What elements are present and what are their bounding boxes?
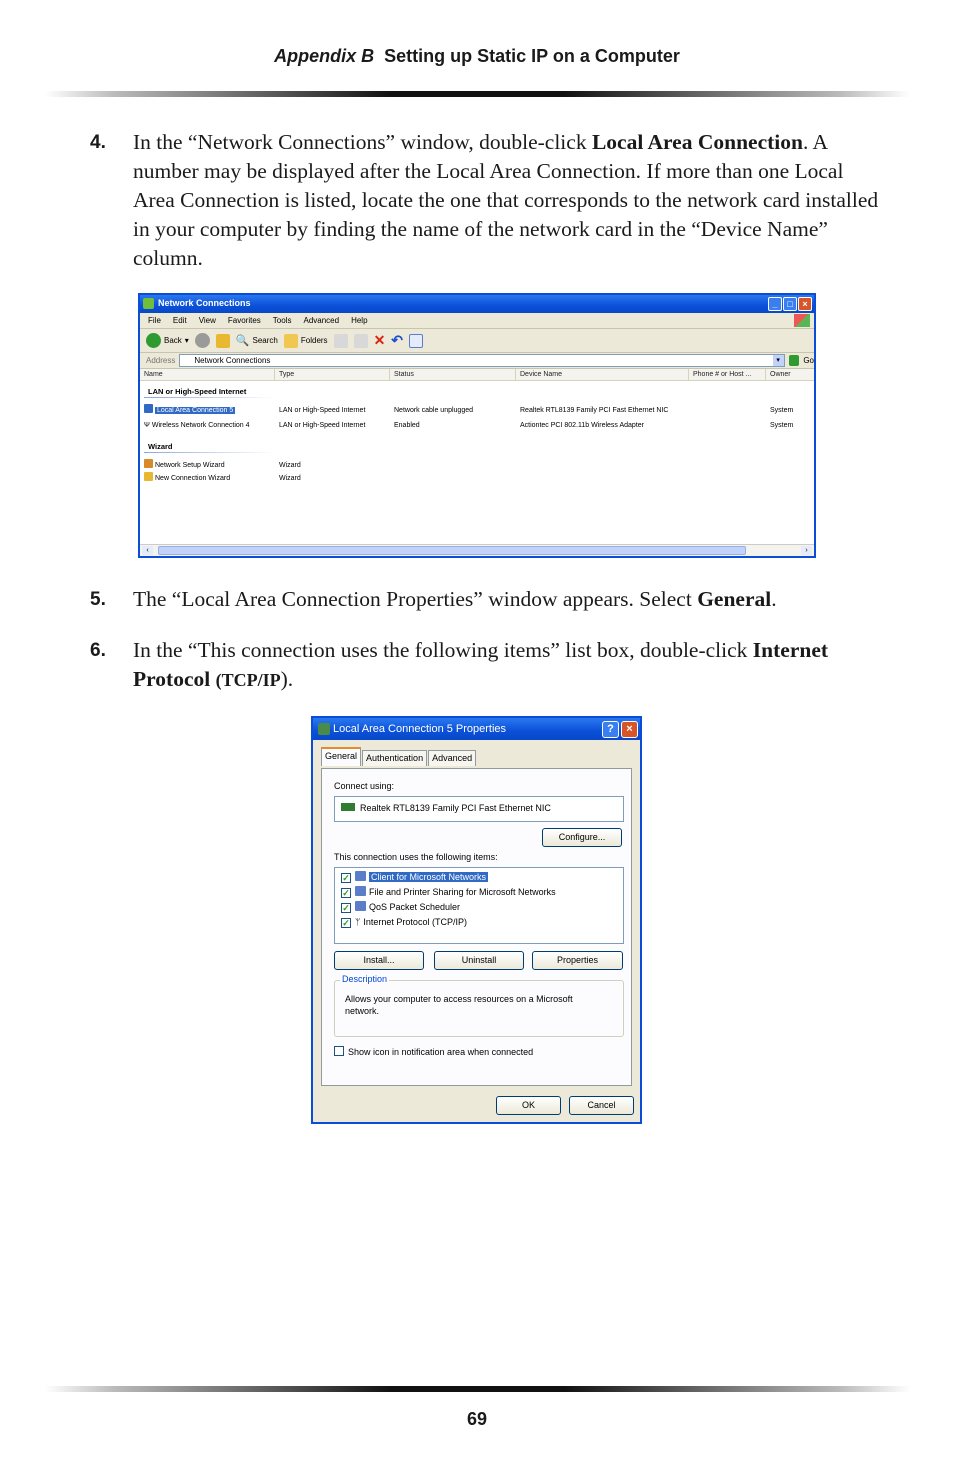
menu-help[interactable]: Help xyxy=(351,316,368,325)
folder-up-button[interactable] xyxy=(216,334,230,348)
show-icon-checkbox[interactable] xyxy=(334,1046,344,1056)
new-connection-icon xyxy=(144,472,153,481)
back-button[interactable]: Back ▾ xyxy=(146,333,189,348)
back-label: Back xyxy=(164,336,182,345)
column-name[interactable]: Name xyxy=(140,369,275,380)
window-titlebar xyxy=(140,295,814,313)
close-button[interactable]: × xyxy=(798,297,812,311)
group-label-lan: LAN or High-Speed Internet xyxy=(148,387,247,396)
menu-view[interactable]: View xyxy=(198,316,216,325)
step-text-pre: In the “Network Connections” window, double-click xyxy=(133,130,592,154)
qos-scheduler-icon xyxy=(355,901,366,911)
folders-icon xyxy=(284,334,298,348)
minimize-button[interactable]: _ xyxy=(768,297,782,311)
address-bar xyxy=(140,353,814,369)
step-text-post: . xyxy=(771,587,777,611)
page-header xyxy=(0,46,954,67)
window-controls xyxy=(768,297,812,311)
properties-button[interactable]: Properties xyxy=(532,951,623,970)
row-owner: System xyxy=(770,407,794,414)
back-arrow-icon xyxy=(146,333,161,348)
step-6 xyxy=(90,636,880,695)
step-4 xyxy=(90,128,880,273)
file-sharing-icon xyxy=(355,886,366,896)
scroll-thumb[interactable] xyxy=(158,546,746,555)
item-label: Client for Microsoft Networks xyxy=(371,872,487,882)
step-5 xyxy=(90,585,880,614)
connection-icon xyxy=(318,723,330,735)
undo-icon[interactable]: ↶ xyxy=(391,332,404,348)
wireless-antenna-icon: Ψ xyxy=(144,422,150,429)
list-item[interactable] xyxy=(341,885,556,899)
step-text xyxy=(133,636,880,695)
address-input[interactable] xyxy=(179,354,784,367)
adapter-field xyxy=(334,796,624,822)
lan-connection-icon xyxy=(144,404,153,413)
step-text-bold: Local Area Connection xyxy=(591,130,803,154)
step-text-pre: The “Local Area Connection Properties” window appears. Select xyxy=(133,587,698,611)
row-name xyxy=(140,472,275,485)
toolbar xyxy=(140,329,814,353)
go-arrow-icon[interactable] xyxy=(789,355,800,366)
footer-rule xyxy=(45,1386,910,1392)
setup-wizard-icon xyxy=(144,459,153,468)
horizontal-scrollbar[interactable] xyxy=(140,544,814,556)
menu-favorites[interactable]: Favorites xyxy=(227,316,261,325)
views-icon[interactable] xyxy=(409,334,423,348)
column-headers xyxy=(140,369,814,381)
scroll-left-icon[interactable]: ‹ xyxy=(142,546,153,555)
network-connections-window xyxy=(138,293,816,558)
header-title: Setting up Static IP on a Computer xyxy=(384,46,680,66)
group-label-wizard: Wizard xyxy=(148,442,173,451)
show-icon-option[interactable] xyxy=(334,1046,533,1057)
description-group xyxy=(334,974,624,1037)
row-device: Realtek RTL8139 Family PCI Fast Ethernet NIC xyxy=(520,407,669,414)
item-label: QoS Packet Scheduler xyxy=(369,902,461,912)
row-type: Wizard xyxy=(279,462,301,469)
search-label: Search xyxy=(252,336,278,345)
connect-using-label: Connect using: xyxy=(334,781,395,791)
wizard-row[interactable] xyxy=(140,472,814,485)
uninstall-button[interactable]: Uninstall xyxy=(434,951,524,970)
list-item[interactable] xyxy=(341,870,488,884)
items-listbox[interactable] xyxy=(334,867,624,944)
column-device-name[interactable]: Device Name xyxy=(516,369,689,380)
group-divider xyxy=(144,452,274,453)
item-label: File and Printer Sharing for Microsoft Networks xyxy=(369,887,556,897)
row-type: LAN or High-Speed Internet xyxy=(279,407,366,414)
close-button[interactable]: × xyxy=(621,721,638,738)
menu-file[interactable]: File xyxy=(148,316,161,325)
adapter-name: Realtek RTL8139 Family PCI Fast Ethernet NIC xyxy=(360,803,551,813)
row-name-text: New Connection Wizard xyxy=(155,475,231,482)
row-name xyxy=(140,459,275,472)
page-number: 69 xyxy=(466,1409,488,1429)
tab-bar xyxy=(321,750,477,766)
dialog-title: Local Area Connection 5 Properties xyxy=(333,723,507,735)
menu-edit[interactable]: Edit xyxy=(172,316,187,325)
dialog-controls xyxy=(602,721,638,738)
description-text: Allows your computer to access resources on a Microsoft network. xyxy=(345,994,573,1016)
general-panel xyxy=(321,768,632,1086)
row-name xyxy=(140,419,275,432)
network-card-icon xyxy=(341,803,355,811)
appendix-label: Appendix B xyxy=(274,46,375,66)
tab-general[interactable]: General xyxy=(321,747,361,766)
windows-logo-icon xyxy=(794,314,810,327)
row-owner: System xyxy=(770,422,794,429)
chevron-down-icon[interactable]: ▾ xyxy=(773,355,784,366)
copy-to-icon[interactable] xyxy=(354,334,368,348)
row-name-text: Local Area Connection 5 xyxy=(157,407,234,414)
network-icon xyxy=(143,298,154,309)
checkbox[interactable]: ✓ xyxy=(342,873,350,883)
forward-button[interactable] xyxy=(195,333,210,348)
column-owner[interactable]: Owner xyxy=(770,371,791,378)
cancel-button[interactable]: Cancel xyxy=(569,1096,634,1115)
step-text xyxy=(133,128,880,273)
items-label: This connection uses the following items: xyxy=(334,852,498,862)
show-icon-label: Show icon in notification area when connected xyxy=(348,1047,534,1057)
step-text-bold: Internet Protocol xyxy=(133,638,829,691)
group-divider xyxy=(144,397,274,398)
column-status[interactable]: Status xyxy=(390,369,516,380)
tab-authentication[interactable]: Authentication xyxy=(362,750,427,766)
header-rule xyxy=(45,91,910,97)
item-label: Internet Protocol (TCP/IP) xyxy=(363,917,467,927)
install-button[interactable]: Install... xyxy=(334,951,424,970)
row-name-text: Wireless Network Connection 4 xyxy=(151,422,250,429)
connection-row[interactable] xyxy=(140,419,814,432)
help-button[interactable]: ? xyxy=(602,721,619,738)
properties-dialog xyxy=(311,716,642,1124)
search-button[interactable] xyxy=(236,334,278,347)
ok-button[interactable]: OK xyxy=(496,1096,561,1115)
dialog-titlebar xyxy=(313,718,640,740)
step-text-bold: General xyxy=(697,587,772,611)
row-device: Actiontec PCI 802.11b Wireless Adapter xyxy=(520,422,644,429)
step-number: 5. xyxy=(90,589,106,610)
description-legend: Description xyxy=(342,974,388,984)
address-value: Network Connections xyxy=(194,356,271,365)
menu-advanced[interactable]: Advanced xyxy=(303,316,340,325)
step-text-pre: In the “This connection uses the following items” list box, double-click xyxy=(133,638,753,662)
step-text xyxy=(133,585,880,614)
row-status: Enabled xyxy=(394,422,420,429)
window-title: Network Connections xyxy=(158,298,251,308)
row-type: Wizard xyxy=(279,475,301,482)
step-number: 4. xyxy=(90,132,106,153)
checkbox[interactable]: ✓ xyxy=(342,903,350,913)
row-status: Network cable unplugged xyxy=(394,407,473,414)
address-label: Address xyxy=(146,356,176,365)
row-name-text: Network Setup Wizard xyxy=(155,462,225,469)
tab-advanced[interactable]: Advanced xyxy=(428,750,476,766)
row-type: LAN or High-Speed Internet xyxy=(279,422,366,429)
column-phone[interactable]: Phone # or Host ... xyxy=(689,369,766,380)
column-type[interactable]: Type xyxy=(275,369,390,380)
folders-label: Folders xyxy=(300,336,328,345)
step-number: 6. xyxy=(90,640,106,661)
step-text-post: . A number may be displayed after the Local Area Connection. If more than one Local Area Connection is listed, locate the one that corresponds to the network card installed in your computer by finding the name of the network card in the “Device Name” column. xyxy=(133,130,879,270)
list-item[interactable] xyxy=(341,915,467,929)
move-to-icon[interactable] xyxy=(334,334,348,348)
list-item[interactable] xyxy=(341,900,460,914)
client-network-icon xyxy=(355,871,366,881)
folders-button[interactable] xyxy=(284,334,328,348)
step-text-post: ). xyxy=(280,667,294,691)
go-button[interactable]: Go xyxy=(803,356,814,365)
checkbox[interactable]: ✓ xyxy=(342,918,350,928)
connection-row[interactable] xyxy=(140,404,814,417)
menu-bar xyxy=(140,313,814,329)
menu-tools[interactable]: Tools xyxy=(272,316,292,325)
maximize-button[interactable]: □ xyxy=(783,297,797,311)
scroll-right-icon[interactable]: › xyxy=(801,546,812,555)
checkbox[interactable]: ✓ xyxy=(342,888,350,898)
step-text-bold-protocol: (TCP/IP xyxy=(215,670,281,690)
delete-icon[interactable]: ✕ xyxy=(373,332,386,348)
protocol-icon: ᛘ xyxy=(355,917,361,927)
row-name xyxy=(140,404,275,417)
search-icon: 🔍 xyxy=(235,335,250,347)
wizard-row[interactable] xyxy=(140,459,814,472)
configure-button[interactable]: Configure... xyxy=(542,828,622,847)
